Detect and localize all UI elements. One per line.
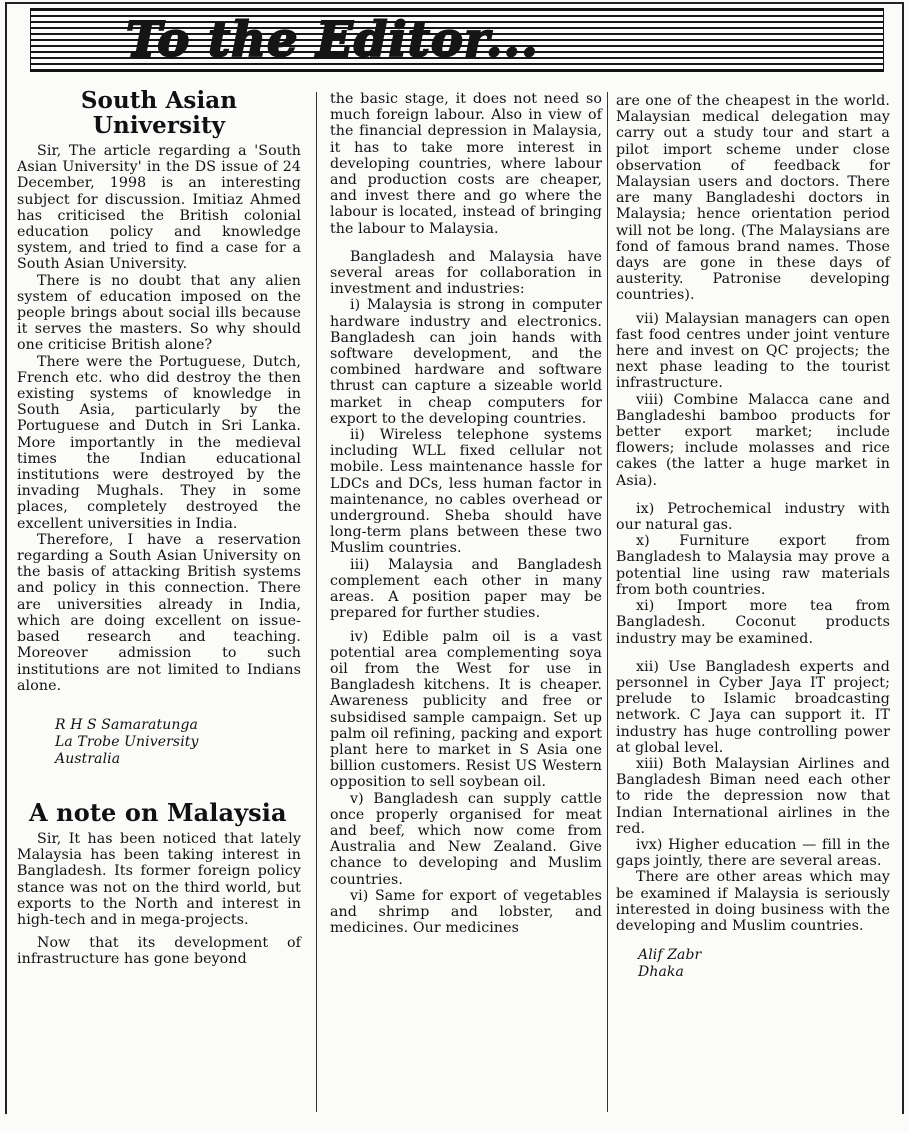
letter1-signature-name: R H S Samaratunga bbox=[55, 716, 198, 733]
letter2-paragraph: v) Bangladesh can supply cattle once properly organised for meat and beef, which now come from Australia and New Zealand. Give chance to developing and Muslim countries. bbox=[330, 790, 602, 888]
column-3 bbox=[616, 93, 890, 981]
letter2-paragraph: i) Malaysia is strong in computer hardware industry and electronics. Bangladesh can join hands with software development, and the combined hardware and software thrust can capture a sizeable world market in cheap computers for export to the developing countries. bbox=[330, 297, 602, 427]
letter1-paragraph: There is no doubt that any alien system of education imposed on the people brings about social ills because it serves the masters. So why should one criticise British alone? bbox=[17, 272, 301, 354]
letter1-paragraph: There were the Portuguese, Dutch, French etc. who did destroy the then existing systems of knowledge in South Asia, particularly by the Portuguese and Dutch in Sri Lanka. More importantly in the medieval times the Indian educational institutions were destroyed by the invading Mughals. They in some places, completely destroyed the excellent universities in India. bbox=[17, 353, 301, 532]
column-1 bbox=[17, 88, 301, 968]
letter2-paragraph: Bangladesh and Malaysia have several areas for collaboration in investment and industries: bbox=[330, 248, 602, 298]
column-rule-1 bbox=[316, 92, 317, 1112]
letter2-paragraph: iii) Malaysia and Bangladesh complement each other in many areas. A position paper may be prepared for further studies. bbox=[330, 556, 602, 622]
letter2-paragraph: xi) Import more tea from Bangladesh. Coconut products industry may be examined. bbox=[616, 598, 890, 647]
letter2-headline: A note on Malaysia bbox=[29, 797, 287, 827]
spacer bbox=[17, 768, 301, 800]
spacer bbox=[616, 934, 890, 947]
letter2-paragraph: ivx) Higher education — fill in the gaps jointly, there are several areas. bbox=[616, 836, 890, 870]
masthead-title: To the Editor... bbox=[126, 12, 539, 68]
letter2-paragraph: xii) Use Bangladesh experts and personnel in Cyber Jaya IT project; prelude to Islamic broadcasting network. C Jaya can support it. IT industry has huge controlling power at global level. bbox=[616, 658, 890, 756]
letter2-paragraph: Sir, It has been noticed that lately Malaysia has been taking interest in Bangladesh. Its former foreign policy stance was not on the third world, but exports to the North and interest in high-tech and in mega-projects. bbox=[17, 830, 301, 928]
letter2-paragraph: the basic stage, it does not need so much foreign labour. Also in view of the financial depression in Malaysia, it has to take more interest in developing countries, where labour and production costs are cheaper, and invest there and go where the labour is located, instead of bringing the labour to Malaysia. bbox=[330, 91, 602, 237]
letter2-paragraph: viii) Combine Malacca cane and Bangladeshi bamboo products for better export market; include flowers; include molasses and rice cakes (the latter a huge market in Asia). bbox=[616, 391, 890, 489]
page-border-top bbox=[5, 2, 904, 4]
letter2-paragraph: ii) Wireless telephone systems including WLL fixed cellular not mobile. Less maintenance hassle for LDCs and DCs, less human factor in maintenance, no cables overhead or underground. Sheba should have long-term plans between these two Muslim countries. bbox=[330, 427, 602, 557]
letter2-signature-city: Dhaka bbox=[638, 964, 684, 981]
letter2-signature-name: Alif Zabr bbox=[638, 947, 702, 964]
column-rule-2 bbox=[607, 92, 608, 1112]
page-border-left bbox=[5, 2, 7, 1114]
page-border-right bbox=[902, 2, 904, 1114]
letter2-paragraph: There are other areas which may be examined if Malaysia is seriously interested in doing business with the developing and Muslim countries. bbox=[616, 869, 890, 934]
letter1-paragraph: Sir, The article regarding a 'South Asian University' in the DS issue of 24 December, 1998 is an interesting subject for discussion. Imitiaz Ahmed has criticised the British colonial education policy and knowledge system, and tried to find a case for a South Asian University. bbox=[17, 143, 301, 273]
masthead-banner bbox=[30, 8, 884, 72]
column-2 bbox=[330, 91, 602, 936]
letter1-headline: South Asian University bbox=[80, 87, 238, 139]
letter2-paragraph: Now that its development of infrastructure has gone beyond bbox=[17, 935, 301, 968]
letter2-paragraph: vi) Same for export of vegetables and shrimp and lobster, and medicines. Our medicines bbox=[330, 887, 602, 937]
spacer bbox=[17, 694, 301, 717]
letter1-signature-affiliation: La Trobe University bbox=[55, 733, 199, 750]
letter2-paragraph: vii) Malaysian managers can open fast food centres under joint venture here and invest on QC projects; the next phase leading to the tourist infrastructure. bbox=[616, 310, 890, 392]
letter1-signature-country: Australia bbox=[55, 750, 121, 767]
letter2-paragraph: are one of the cheapest in the world. Malaysian medical delegation may carry out a study tour and start a pilot import scheme under close observation of feedback for Malaysian users and doctors. There are many Bangladeshi doctors in Malaysia; hence orientation period will not be long. (The Malaysians are fond of famous brand names. Those days are gone in these days of austerity. Patronise developing countries). bbox=[616, 93, 890, 304]
letter1-paragraph: Therefore, I have a reservation regarding a South Asian University on the basis of attacking British systems and policy in this connection. There are universities already in India, which are doing excellent on issue-based research and teaching. Moreover admission to such institutions are not limited to Indians alone. bbox=[17, 531, 301, 694]
letter2-paragraph: ix) Petrochemical industry with our natural gas. bbox=[616, 500, 890, 534]
letter2-paragraph: x) Furniture export from Bangladesh to Malaysia may prove a potential line using raw materials from both countries. bbox=[616, 533, 890, 598]
letter2-paragraph: xiii) Both Malaysian Airlines and Bangladesh Biman need each other to ride the depression now that Indian International airlines in the red. bbox=[616, 755, 890, 837]
letter2-paragraph: iv) Edible palm oil is a vast potential area complementing soya oil from the West for use in Bangladesh kitchens. It is cheaper. Awareness publicity and free or subsidised sample campaign. Set up palm oil refining, packing and export plant here to market in S Asia one billion customers. Resist US Western opposition to sell soybean oil. bbox=[330, 628, 602, 791]
